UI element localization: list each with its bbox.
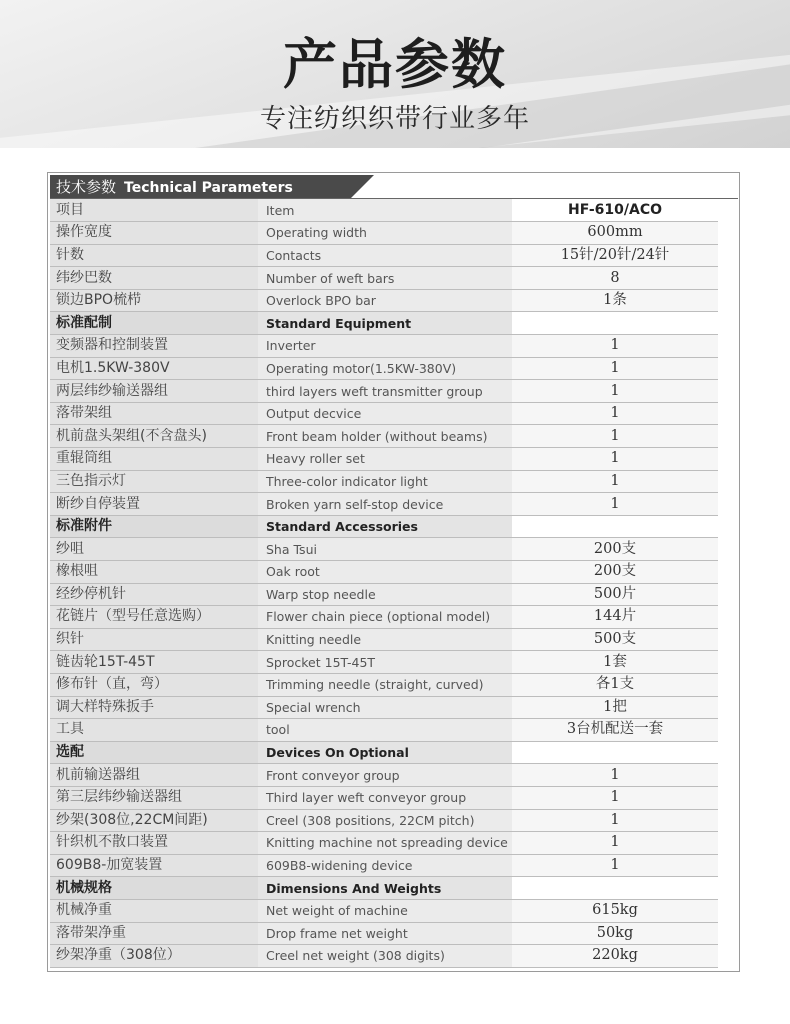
item-value-cell: 1 <box>512 425 718 448</box>
item-en-cell: Special wrench <box>258 696 512 719</box>
table-row <box>50 945 718 968</box>
item-value-cell: 1 <box>512 764 718 787</box>
table-row <box>50 448 718 471</box>
item-value-cell: 1 <box>512 448 718 471</box>
item-cn-cell: 织针 <box>50 628 258 651</box>
item-value-cell: 1 <box>512 786 718 809</box>
table-row <box>50 357 718 380</box>
parameters-table <box>50 199 718 968</box>
table-row <box>50 380 718 403</box>
item-en-cell: Devices On Optional <box>258 741 512 764</box>
item-value-cell <box>512 312 718 335</box>
table-row <box>50 922 718 945</box>
table-row <box>50 764 718 787</box>
page-subtitle: 专注纺织织带行业多年 <box>259 104 530 134</box>
section-row <box>50 515 718 538</box>
item-value-cell: 1 <box>512 493 718 516</box>
item-value-cell: 50kg <box>512 922 718 945</box>
item-value-cell: 1 <box>512 470 718 493</box>
item-en-cell: Drop frame net weight <box>258 922 512 945</box>
item-en-cell: Output decvice <box>258 402 512 425</box>
table-header-row <box>50 199 718 222</box>
item-cn-cell: 落带架组 <box>50 402 258 425</box>
item-cn-cell: 纱咀 <box>50 538 258 561</box>
item-cn-cell: 落带架净重 <box>50 922 258 945</box>
item-value-cell: 15针/20针/24针 <box>512 244 718 267</box>
table-row <box>50 899 718 922</box>
table-row <box>50 470 718 493</box>
item-cn-cell: 标准配制 <box>50 312 258 335</box>
item-cn-cell: 操作宽度 <box>50 222 258 245</box>
item-value-cell: 1把 <box>512 696 718 719</box>
item-cn-cell: 机前盘头架组(不含盘头) <box>50 425 258 448</box>
item-value-cell: 1 <box>512 357 718 380</box>
table-row <box>50 335 718 358</box>
item-en-cell: Operating motor(1.5KW-380V) <box>258 357 512 380</box>
item-cn-cell: 机前输送器组 <box>50 764 258 787</box>
header-banner <box>0 0 790 148</box>
item-en-cell: Sprocket 15T-45T <box>258 651 512 674</box>
section-row <box>50 877 718 900</box>
table-row <box>50 786 718 809</box>
tab-title-en: Technical Parameters <box>124 180 293 196</box>
item-value-cell <box>512 877 718 900</box>
item-en-cell: Three-color indicator light <box>258 470 512 493</box>
item-value-cell: 1 <box>512 854 718 877</box>
item-value-cell: 1套 <box>512 651 718 674</box>
table-tab <box>50 175 350 199</box>
table-row <box>50 425 718 448</box>
item-en-cell: Creel (308 positions, 22CM pitch) <box>258 809 512 832</box>
item-value-cell: 1 <box>512 335 718 358</box>
item-en-cell: Standard Accessories <box>258 515 512 538</box>
item-value-cell: 1 <box>512 809 718 832</box>
item-value-cell: HF-610/ACO <box>512 199 718 222</box>
item-cn-cell: 电机1.5KW-380V <box>50 357 258 380</box>
item-cn-cell: 三色指示灯 <box>50 470 258 493</box>
table-row <box>50 493 718 516</box>
tab-corner <box>350 175 374 199</box>
table-row <box>50 854 718 877</box>
item-value-cell <box>512 741 718 764</box>
item-cn-cell: 第三层纬纱输送器组 <box>50 786 258 809</box>
item-cn-cell: 纱架净重（308位） <box>50 945 258 968</box>
item-cn-cell: 重辊筒组 <box>50 448 258 471</box>
table-row <box>50 628 718 651</box>
page-title: 产品参数 <box>283 33 507 96</box>
item-cn-cell: 纱架(308位,22CM间距) <box>50 809 258 832</box>
item-value-cell: 1条 <box>512 289 718 312</box>
item-cn-cell: 工具 <box>50 719 258 742</box>
section-row <box>50 312 718 335</box>
item-value-cell <box>512 515 718 538</box>
item-cn-cell: 选配 <box>50 741 258 764</box>
item-cn-cell: 变频器和控制装置 <box>50 335 258 358</box>
table-row <box>50 267 718 290</box>
item-cn-cell: 两层纬纱输送器组 <box>50 380 258 403</box>
item-en-cell: Item <box>258 199 512 222</box>
item-value-cell: 600mm <box>512 222 718 245</box>
item-cn-cell: 纬纱巴数 <box>50 267 258 290</box>
item-en-cell: Contacts <box>258 244 512 267</box>
table-row <box>50 561 718 584</box>
item-value-cell: 1 <box>512 402 718 425</box>
table-tab-bar <box>50 175 738 199</box>
item-en-cell: Standard Equipment <box>258 312 512 335</box>
item-en-cell: Knitting needle <box>258 628 512 651</box>
table-row <box>50 673 718 696</box>
item-value-cell: 500片 <box>512 583 718 606</box>
item-en-cell: Flower chain piece (optional model) <box>258 606 512 629</box>
item-en-cell: Sha Tsui <box>258 538 512 561</box>
item-value-cell: 144片 <box>512 606 718 629</box>
table-row <box>50 244 718 267</box>
item-en-cell: Creel net weight (308 digits) <box>258 945 512 968</box>
item-value-cell: 500支 <box>512 628 718 651</box>
item-cn-cell: 修布针（直，弯） <box>50 673 258 696</box>
section-row <box>50 741 718 764</box>
item-en-cell: Net weight of machine <box>258 899 512 922</box>
item-en-cell: Knitting machine not spreading device <box>258 832 512 855</box>
item-en-cell: Inverter <box>258 335 512 358</box>
table-row <box>50 222 718 245</box>
item-value-cell: 3台机配送一套 <box>512 719 718 742</box>
table-row <box>50 583 718 606</box>
item-cn-cell: 橡根咀 <box>50 561 258 584</box>
item-en-cell: Oak root <box>258 561 512 584</box>
item-cn-cell: 调大样特殊扳手 <box>50 696 258 719</box>
item-en-cell: Number of weft bars <box>258 267 512 290</box>
item-cn-cell: 锁边BPO梳栉 <box>50 289 258 312</box>
item-en-cell: Dimensions And Weights <box>258 877 512 900</box>
item-en-cell: third layers weft transmitter group <box>258 380 512 403</box>
item-cn-cell: 机械净重 <box>50 899 258 922</box>
table-row <box>50 606 718 629</box>
item-en-cell: tool <box>258 719 512 742</box>
item-value-cell: 220kg <box>512 945 718 968</box>
tab-title-cn: 技术参数 <box>56 178 117 196</box>
item-value-cell: 615kg <box>512 899 718 922</box>
item-en-cell: Third layer weft conveyor group <box>258 786 512 809</box>
item-cn-cell: 断纱自停装置 <box>50 493 258 516</box>
table-row <box>50 538 718 561</box>
item-value-cell: 1 <box>512 832 718 855</box>
item-cn-cell: 经纱停机针 <box>50 583 258 606</box>
table-row <box>50 809 718 832</box>
item-en-cell: Front beam holder (without beams) <box>258 425 512 448</box>
item-cn-cell: 链齿轮15T-45T <box>50 651 258 674</box>
item-en-cell: Trimming needle (straight, curved) <box>258 673 512 696</box>
table-row <box>50 289 718 312</box>
item-en-cell: Broken yarn self-stop device <box>258 493 512 516</box>
item-value-cell: 1 <box>512 380 718 403</box>
item-value-cell: 200支 <box>512 561 718 584</box>
item-en-cell: Operating width <box>258 222 512 245</box>
item-value-cell: 各1支 <box>512 673 718 696</box>
table-row <box>50 402 718 425</box>
item-value-cell: 200支 <box>512 538 718 561</box>
item-cn-cell: 花链片（型号任意选购） <box>50 606 258 629</box>
item-en-cell: Warp stop needle <box>258 583 512 606</box>
item-value-cell: 8 <box>512 267 718 290</box>
item-cn-cell: 项目 <box>50 199 258 222</box>
item-cn-cell: 针织机不散口装置 <box>50 832 258 855</box>
table-row <box>50 696 718 719</box>
item-cn-cell: 针数 <box>50 244 258 267</box>
item-cn-cell: 机械规格 <box>50 877 258 900</box>
item-en-cell: Overlock BPO bar <box>258 289 512 312</box>
item-en-cell: 609B8-widening device <box>258 854 512 877</box>
item-cn-cell: 标准附件 <box>50 515 258 538</box>
table-row <box>50 651 718 674</box>
item-en-cell: Front conveyor group <box>258 764 512 787</box>
table-row <box>50 832 718 855</box>
table-row <box>50 719 718 742</box>
item-cn-cell: 609B8-加宽装置 <box>50 854 258 877</box>
item-en-cell: Heavy roller set <box>258 448 512 471</box>
